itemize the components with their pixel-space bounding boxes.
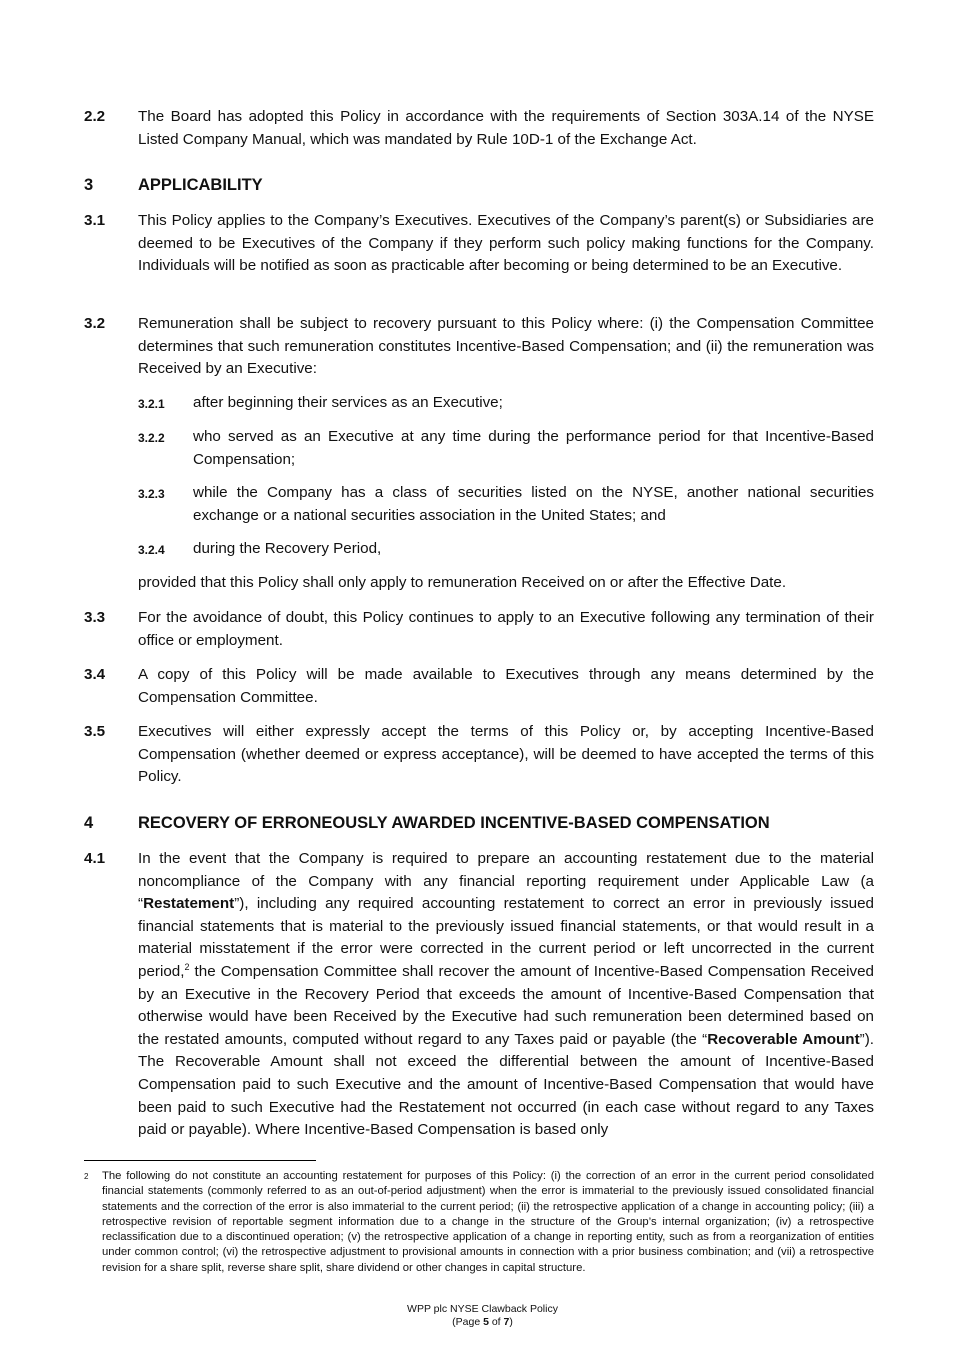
footnote-separator xyxy=(84,1160,316,1161)
section-text: For the avoidance of doubt, this Policy continues to apply to an Executive following any termination of their office or employment. xyxy=(138,609,874,649)
section-4-1 xyxy=(84,848,874,1142)
proviso-text: provided that this Policy shall only apply to remuneration Received on or after the Effective Date. xyxy=(138,574,787,591)
section-text: This Policy applies to the Company’s Executives. Executives of the Company’s parent(s) or Subsidiaries are deemed to be Executives of the Company if they perform such policy making functions for the Company. Individuals will be notified as soon as practicable after becoming or being determined to be an Executive. xyxy=(138,212,874,275)
page-number: 5 xyxy=(483,1316,489,1328)
subsection-number: 3.2.1 xyxy=(138,397,165,411)
defined-term-restatement: Restatement xyxy=(143,895,235,913)
heading-title: RECOVERY OF ERRONEOUSLY AWARDED INCENTIVE-BASED COMPENSATION xyxy=(138,814,770,832)
footnote-ref[interactable]: 2 xyxy=(184,961,190,972)
text-part-2: ”), including any required accounting restatement to correct an error in previously issued financial statements that is material to the previously issued financial statements, or that would result in a material misstatement if the error were corrected in the current period or left uncorrected in the current period, xyxy=(138,895,874,980)
section-3-1 xyxy=(84,210,874,278)
subsection-text: who served as an Executive at any time during the performance period for that Incentive-Based Compensation; xyxy=(193,428,874,468)
footnote xyxy=(84,1169,874,1276)
section-3-2-2 xyxy=(138,426,874,471)
subsection-text: after beginning their services as an Executive; xyxy=(193,394,503,411)
defined-term-recoverable-amount: Recoverable Amount xyxy=(707,1030,860,1048)
section-3-4 xyxy=(84,664,874,709)
heading-number: 4 xyxy=(84,814,94,832)
footnote-text: The following do not constitute an accounting restatement for purposes of this Policy: (i) the correction of an error in the current period consolidated financial statements (commonly referred to as an out-of-period adjustment) when the error is immaterial to the previously issued consolidated financial statements and the correction of the error is also immaterial to the current period; (ii) the retrospective application of a change in accounting policy; (iii) a retrospective revision of reportable segment information due to a change in the structure of the Group’s internal organization; (iv) a retrospective reclassification due to a discontinued operation; (v) the retrospective application of a change in reporting entity, such as from a reorganization of entities under common control; (vi) the retrospective adjustment to provisional amounts in connection with a prior business combination; and (vii) a retrospective revision for a share split, reverse share split, share dividend or other changes in capital structure. xyxy=(102,1170,874,1274)
footer-title: WPP plc NYSE Clawback Policy xyxy=(407,1303,558,1315)
section-number: 3.1 xyxy=(84,212,106,229)
subsection-number: 3.2.3 xyxy=(138,487,165,501)
section-3-3 xyxy=(84,607,874,652)
section-text: The Board has adopted this Policy in accordance with the requirements of Section 303A.14 of the NYSE Listed Company Manual, which was mandated by Rule 10D-1 of the Exchange Act. xyxy=(138,108,874,148)
footer-page-indicator xyxy=(0,1316,965,1329)
section-2-2 xyxy=(84,106,874,151)
section-text: A copy of this Policy will be made available to Executives through any means determined by the Compensation Committee. xyxy=(138,666,874,706)
subsection-text: while the Company has a class of securities listed on the NYSE, another national securities exchange or a national securities association in the United States; and xyxy=(193,484,874,524)
text-part-4: ”). The Recoverable Amount shall not exceed the differential between the amount of Incentive-Based Compensation paid to such Executive and the amount of Incentive-Based Compensation that would have been paid to such Executive had the Restatement not occurred (in each case without regard to any Taxes paid or payable). Where Incentive-Based Compensation is based only xyxy=(138,1030,874,1139)
page-prefix: (Page xyxy=(452,1316,484,1328)
subsection-number: 3.2.2 xyxy=(138,431,165,445)
heading-number: 3 xyxy=(84,176,94,194)
section-3-2-3 xyxy=(138,482,874,527)
section-number: 3.3 xyxy=(84,609,106,626)
subsection-text: during the Recovery Period, xyxy=(193,540,382,557)
section-number: 3.5 xyxy=(84,723,106,740)
text-part-3: the Compensation Committee shall recover the amount of Incentive-Based Compensation Received by an Executive in the Recovery Period that exceeds the amount of Incentive-Based Compensation that otherwise would have been Received by the Executive had such remuneration been determined based on the restated amounts, computed without regard to any Taxes paid or payable (the “ xyxy=(138,962,874,1048)
text-part-1: In the event that the Company is required to prepare an accounting restatement due to the material noncompliance of the Company with any financial reporting requirement under Applicable Law (a “ xyxy=(138,850,874,913)
footnote-number: 2 xyxy=(84,1172,89,1181)
section-text: Executives will either expressly accept the terms of this Policy or, by accepting Incentive-Based Compensation (whether deemed or express acceptance), will be deemed to have accepted the terms of this Policy. xyxy=(138,723,874,786)
page-suffix: ) xyxy=(509,1316,513,1328)
section-3-5 xyxy=(84,721,874,789)
section-number: 2.2 xyxy=(84,108,106,125)
section-text: Remuneration shall be subject to recovery pursuant to this Policy where: (i) the Compensation Committee determines that such remuneration constitutes Incentive-Based Compensation; and (ii) the remuneration was Received by an Executive: xyxy=(138,315,874,378)
section-number: 3.2 xyxy=(84,315,106,332)
subsection-number: 3.2.4 xyxy=(138,543,165,557)
heading-title: APPLICABILITY xyxy=(138,176,263,194)
section-number: 4.1 xyxy=(84,850,106,867)
section-3-2 xyxy=(84,313,874,381)
section-number: 3.4 xyxy=(84,666,106,683)
page-of: of xyxy=(488,1316,504,1328)
page-total: 7 xyxy=(503,1316,510,1328)
section-3-2-1 xyxy=(138,392,874,415)
section-text xyxy=(138,848,874,1142)
section-3-2-4 xyxy=(138,538,874,561)
